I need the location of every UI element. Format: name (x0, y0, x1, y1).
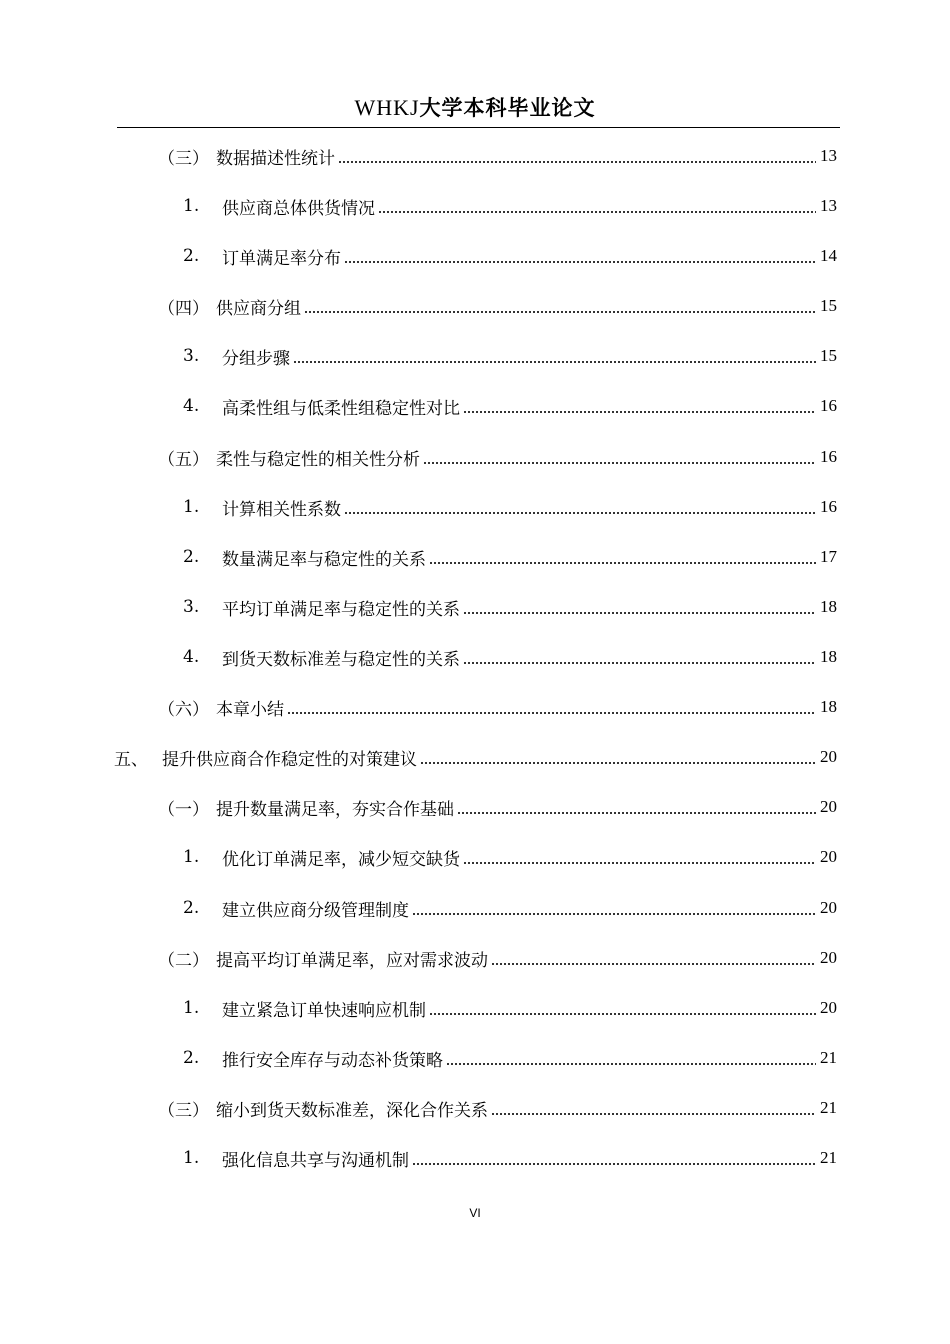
toc-entry[interactable] (183, 241, 837, 271)
toc-entry-title: 计算相关性系数 (222, 499, 341, 520)
toc-entry-number: （三） (158, 1100, 209, 1121)
toc-leader-dots (287, 712, 816, 714)
toc-entry-number: 2. (183, 246, 200, 266)
toc-entry-page: 15 (820, 346, 837, 365)
toc-leader-dots (463, 862, 816, 864)
toc-entry[interactable] (183, 842, 837, 872)
toc-entry-page: 20 (820, 998, 837, 1017)
toc-entry-number: 3. (183, 346, 200, 366)
toc-entry-title: 优化订单满足率，减少短交缺货 (222, 849, 460, 870)
toc-leader-dots (344, 261, 816, 263)
toc-entry-page: 18 (820, 697, 837, 716)
toc-entry[interactable] (183, 993, 837, 1023)
toc-leader-dots (446, 1063, 816, 1065)
toc-entry-page: 17 (820, 547, 837, 566)
toc-leader-dots (491, 963, 816, 965)
toc-entry-number: 4. (183, 396, 200, 416)
toc-leader-dots (463, 411, 816, 413)
toc-entry-title: 数据描述性统计 (216, 148, 335, 169)
toc-entry[interactable] (114, 742, 837, 772)
toc-entry-title: 推行安全库存与动态补货策略 (222, 1050, 443, 1071)
toc-entry-page: 13 (820, 196, 837, 215)
page-number: VI (469, 1206, 481, 1220)
toc-entry-title: 数量满足率与稳定性的关系 (222, 549, 426, 570)
toc-entry-number: 五、 (114, 749, 148, 770)
toc-entry[interactable] (183, 191, 837, 221)
toc-entry[interactable] (183, 542, 837, 572)
toc-entry-title: 分组步骤 (222, 348, 290, 369)
toc-entry-number: 1. (183, 196, 200, 216)
toc-entry-number: 1. (183, 847, 200, 867)
toc-leader-dots (423, 462, 816, 464)
toc-entry-title: 提高平均订单满足率，应对需求波动 (216, 950, 488, 971)
header-title: 大学本科毕业论文 (419, 95, 596, 120)
toc-entry[interactable] (183, 1043, 837, 1073)
page-header (0, 94, 950, 122)
toc-entry[interactable] (183, 492, 837, 522)
toc-entry-page: 16 (820, 396, 837, 415)
toc-entry-number: 4. (183, 647, 200, 667)
toc-entry-number: （五） (158, 449, 209, 470)
toc-entry-title: 高柔性组与低柔性组稳定性对比 (222, 398, 460, 419)
toc-entry-title: 平均订单满足率与稳定性的关系 (222, 599, 460, 620)
toc-entry-title: 订单满足率分布 (222, 248, 341, 269)
toc-entry-number: 1. (183, 998, 200, 1018)
toc-leader-dots (457, 812, 816, 814)
toc-entry-number: （三） (158, 148, 209, 169)
toc-entry-page: 20 (820, 898, 837, 917)
toc-entry-title: 缩小到货天数标准差，深化合作关系 (216, 1100, 488, 1121)
toc-entry-title: 供应商分组 (216, 298, 301, 319)
toc-entry[interactable] (183, 1143, 837, 1173)
toc-entry-page: 20 (820, 948, 837, 967)
header-rule (117, 127, 840, 128)
toc-entry-number: 3. (183, 597, 200, 617)
toc-entry[interactable] (183, 642, 837, 672)
toc-leader-dots (491, 1113, 816, 1115)
toc-entry-number: （一） (158, 799, 209, 820)
toc-entry[interactable] (183, 341, 837, 371)
toc-leader-dots (412, 913, 816, 915)
toc-entry-number: （二） (158, 950, 209, 971)
toc-entry-title: 到货天数标准差与稳定性的关系 (222, 649, 460, 670)
toc-leader-dots (429, 1013, 816, 1015)
toc-entry-page: 14 (820, 246, 837, 265)
toc-leader-dots (378, 211, 816, 213)
toc-entry-page: 18 (820, 647, 837, 666)
toc-entry-page: 20 (820, 797, 837, 816)
toc-entry-number: （六） (158, 699, 209, 720)
toc-entry-page: 16 (820, 497, 837, 516)
toc-entry[interactable] (183, 893, 837, 923)
toc-entry-page: 21 (820, 1148, 837, 1167)
toc-entry-title: 本章小结 (216, 699, 284, 720)
toc-leader-dots (463, 662, 816, 664)
toc-entry-page: 18 (820, 597, 837, 616)
toc-leader-dots (344, 512, 816, 514)
toc-entry-page: 20 (820, 747, 837, 766)
toc-entry-page: 15 (820, 296, 837, 315)
toc-entry-number: 2. (183, 898, 200, 918)
toc-entry-title: 建立供应商分级管理制度 (222, 900, 409, 921)
toc-entry[interactable] (158, 1093, 837, 1123)
toc-entry[interactable] (158, 442, 837, 472)
toc-entry-title: 建立紧急订单快速响应机制 (222, 1000, 426, 1021)
toc-entry-page: 20 (820, 847, 837, 866)
toc-leader-dots (304, 311, 816, 313)
toc-leader-dots (429, 562, 816, 564)
toc-entry[interactable] (158, 291, 837, 321)
toc-entry[interactable] (183, 592, 837, 622)
toc-entry-number: 1. (183, 497, 200, 517)
toc-entry-number: （四） (158, 298, 209, 319)
toc-entry-number: 2. (183, 1048, 200, 1068)
toc-leader-dots (463, 612, 816, 614)
toc-entry-title: 供应商总体供货情况 (222, 198, 375, 219)
toc-entry[interactable] (158, 141, 837, 171)
toc-leader-dots (293, 361, 816, 363)
toc-leader-dots (338, 161, 816, 163)
toc-entry-number: 2. (183, 547, 200, 567)
toc-entry-number: 1. (183, 1148, 200, 1168)
toc-leader-dots (420, 762, 816, 764)
toc-entry-page: 21 (820, 1098, 837, 1117)
toc-entry-page: 13 (820, 146, 837, 165)
toc-entry-title: 提升数量满足率，夯实合作基础 (216, 799, 454, 820)
toc-entry[interactable] (158, 792, 837, 822)
toc-entry-title: 强化信息共享与沟通机制 (222, 1150, 409, 1171)
toc-entry-title: 提升供应商合作稳定性的对策建议 (162, 749, 417, 770)
toc-leader-dots (412, 1163, 816, 1165)
toc-entry[interactable] (158, 692, 837, 722)
header-latin: WHKJ (354, 95, 420, 120)
toc-entry[interactable] (183, 391, 837, 421)
toc-entry[interactable] (158, 943, 837, 973)
toc-entry-page: 16 (820, 447, 837, 466)
toc-entry-page: 21 (820, 1048, 837, 1067)
toc-entry-title: 柔性与稳定性的相关性分析 (216, 449, 420, 470)
